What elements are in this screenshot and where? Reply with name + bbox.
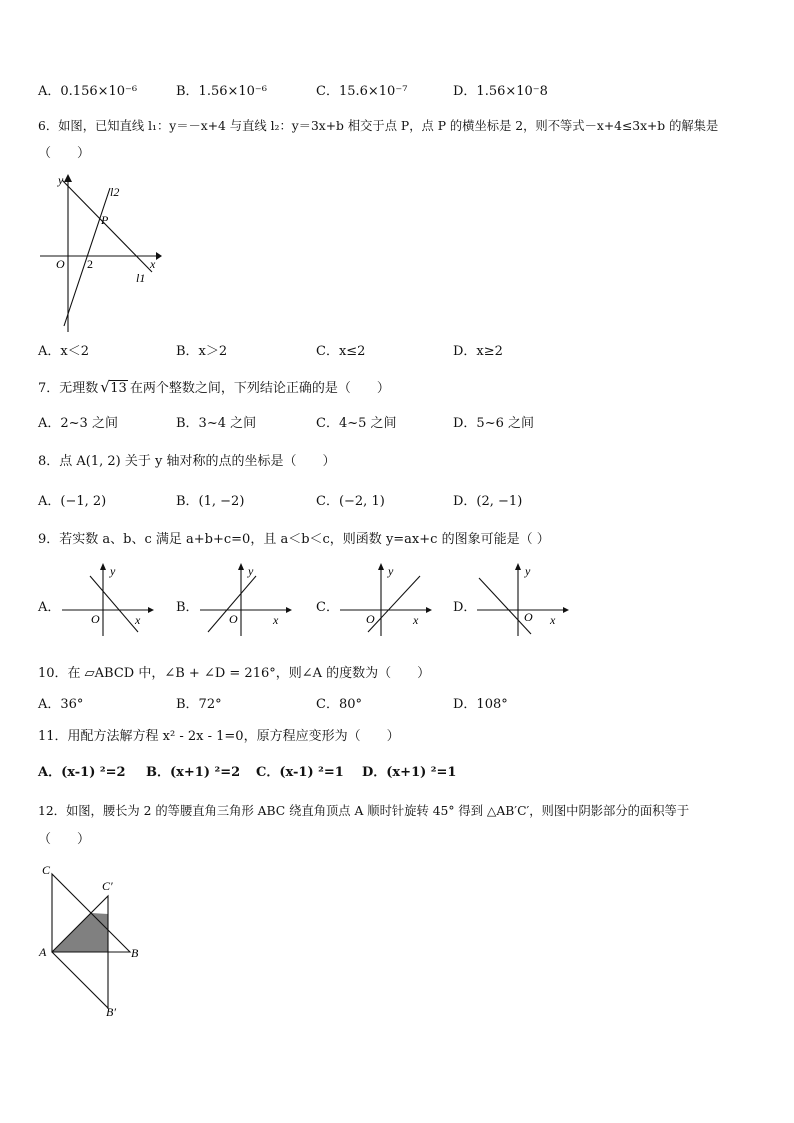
q9-d-x: x [550, 613, 556, 627]
q9-a-o: O [91, 612, 100, 626]
q6-label-l2: l2 [110, 185, 120, 199]
q8-option-c: C．(−2, 1) [316, 494, 385, 509]
q9-d-o: O [524, 610, 533, 624]
q9-a-x: x [135, 613, 141, 627]
q8-option-d: D．(2, −1) [453, 494, 523, 509]
q12-label-b: B [131, 946, 139, 960]
q11-option-d: D．(x+1) ²=1 [362, 765, 457, 780]
q9-c-o: O [366, 612, 375, 626]
q9-b-x: x [273, 613, 279, 627]
q6-option-a: A．x＜2 [38, 344, 89, 359]
q9-a-y: y [110, 564, 116, 578]
q9-d-line [479, 578, 531, 634]
q6-label-x: x [150, 257, 156, 271]
q9-c-y: y [388, 564, 394, 578]
q9-graph-d [475, 562, 575, 636]
q9-d-y: y [525, 564, 531, 578]
q6-label-2: 2 [87, 257, 93, 271]
q7-sqrt [100, 378, 128, 397]
q8-stem: 8．点 A(1, 2) 关于 y 轴对称的点的坐标是（ ） [38, 454, 336, 469]
q7-option-d: D．5~6 之间 [453, 416, 534, 431]
q7-option-b: B．3~4 之间 [176, 416, 257, 431]
q12-paren: （ ） [38, 832, 91, 847]
q9-b-y: y [248, 564, 254, 578]
q12-figure [36, 858, 156, 1020]
q7-radical-sign: √ [100, 378, 110, 396]
q7-stem-post: 在两个整数之间，下列结论正确的是（ ） [129, 381, 390, 396]
q12-label-c: C [42, 863, 51, 877]
q10-option-c: C．80° [316, 697, 362, 712]
q6-label-p: P [101, 213, 109, 227]
q6-option-c: C．x≤2 [316, 344, 366, 359]
q9-stem: 9．若实数 a、b、c 满足 a+b+c=0，且 a＜b＜c，则函数 y=ax+c 的图象可能是（ ） [38, 532, 550, 547]
q6-stem: 6．如图，已知直线 l₁：y＝－x+4 与直线 l₂：y＝3x+b 相交于点 P，点 P 的横坐标是 2，则不等式－x+4≤3x+b 的解集是 [38, 119, 719, 133]
q9-c-x: x [413, 613, 419, 627]
q6-figure [36, 172, 166, 332]
q9-letter-c: C． [316, 600, 339, 615]
q7-option-c: C．4~5 之间 [316, 416, 397, 431]
q12-label-cp: C′ [102, 879, 113, 893]
q11-option-a: A．(x-1) ²=2 [38, 765, 126, 780]
q9-b-o: O [229, 612, 238, 626]
q7-radicand: 13 [110, 381, 127, 396]
q5-option-c: C．15.6×10⁻⁷ [316, 84, 408, 99]
q9-letter-a: A． [38, 600, 61, 615]
q7-stem [38, 378, 390, 397]
q12-label-bp: B′ [106, 1005, 116, 1019]
q10-stem: 10．在 ▱ABCD 中，∠B + ∠D = 216°，则∠A 的度数为（ ） [38, 666, 431, 681]
q11-option-b: B．(x+1) ²=2 [146, 765, 241, 780]
q11-stem: 11．用配方法解方程 x² - 2x - 1=0，原方程应变形为（ ） [38, 729, 400, 744]
q6-option-b: B．x＞2 [176, 344, 228, 359]
q12-shaded-region [52, 913, 108, 952]
q9-graph-a [60, 562, 160, 636]
q5-option-d: D．1.56×10⁻8 [453, 84, 548, 99]
q11-option-c: C．(x-1) ²=1 [256, 765, 344, 780]
q9-graph-c [338, 562, 438, 636]
q8-option-a: A．(−1, 2) [38, 494, 107, 509]
q9-letter-b: B． [176, 600, 199, 615]
q6-option-d: D．x≥2 [453, 344, 503, 359]
q5-option-b: B．1.56×10⁻⁶ [176, 84, 268, 99]
q8-option-b: B．(1, −2) [176, 494, 245, 509]
q10-option-a: A．36° [38, 697, 84, 712]
q10-option-b: B．72° [176, 697, 222, 712]
q6-paren: （ ） [38, 146, 91, 161]
q5-option-a: A．0.156×10⁻⁶ [38, 84, 138, 99]
q12-stem: 12．如图，腰长为 2 的等腰直角三角形 ABC 绕直角顶点 A 顺时针旋转 45° 得到 △AB′C′，则图中阴影部分的面积等于 [38, 804, 690, 818]
q6-label-o: O [56, 257, 65, 271]
q10-option-d: D．108° [453, 697, 508, 712]
q9-letter-d: D． [453, 600, 477, 615]
q6-label-l1: l1 [136, 271, 146, 285]
q12-label-a: A [39, 945, 47, 959]
q6-label-y: y [58, 173, 64, 187]
q9-graph-b [198, 562, 298, 636]
q7-option-a: A．2~3 之间 [38, 416, 118, 431]
q7-stem-pre: 7．无理数 [38, 381, 99, 396]
